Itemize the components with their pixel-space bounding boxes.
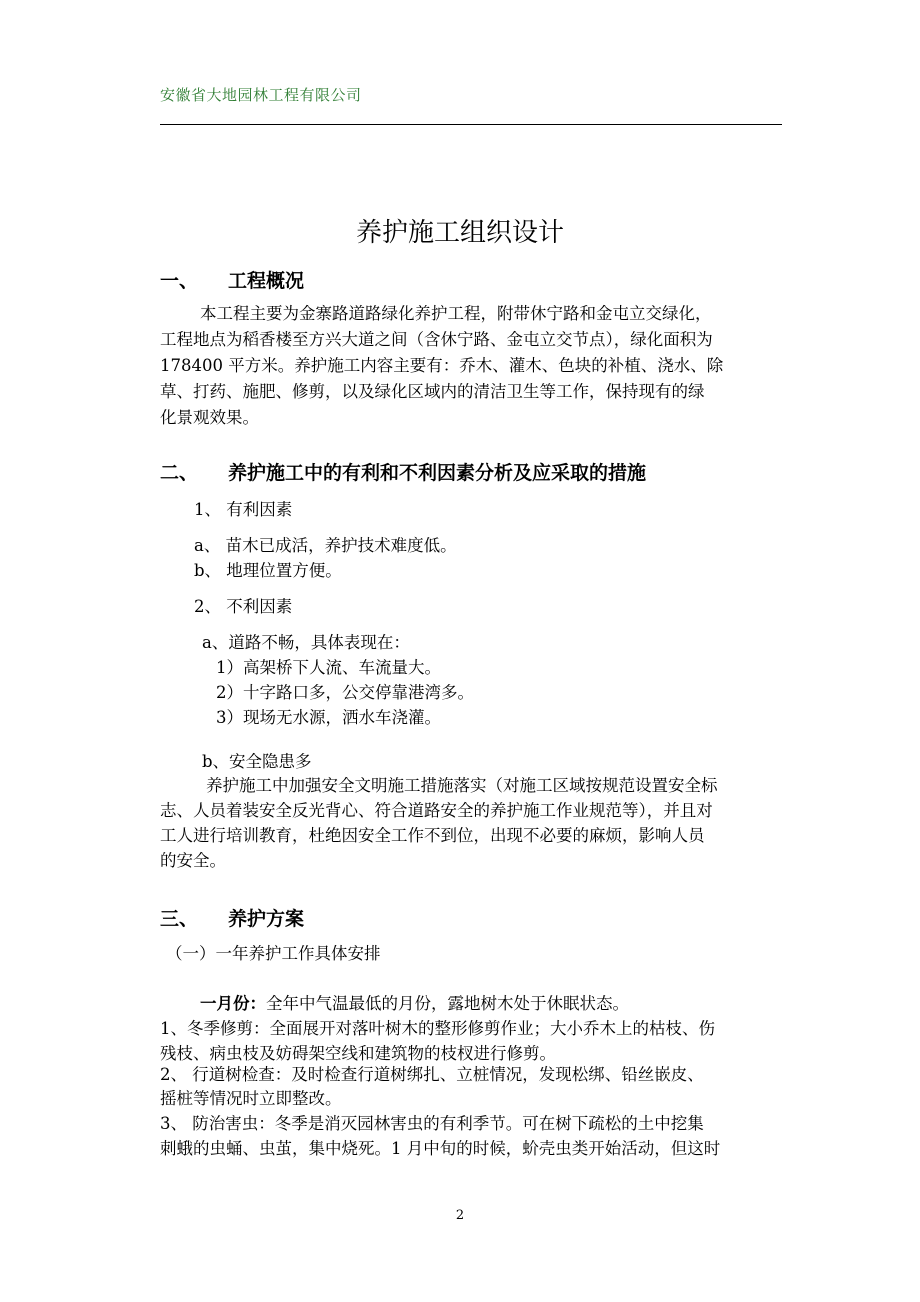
unfavorable-sub-2: 2）十字路口多，公交停靠港湾多。 <box>216 683 474 702</box>
paragraph-line: 的安全。 <box>160 851 226 870</box>
paragraph-line: 2、 行道树检查：及时检查行道树绑扎、立桩情况，发现松绑、铅丝嵌皮、 <box>160 1065 704 1084</box>
section-1-heading <box>160 266 304 293</box>
unfavorable-item-a: a、道路不畅，具体表现在： <box>202 633 410 652</box>
favorable-title: 1、 有利因素 <box>194 500 293 519</box>
header-company: 安徽省大地园林工程有限公司 <box>160 86 362 104</box>
section-title: 养护方案 <box>228 908 305 930</box>
unfavorable-title: 2、 不利因素 <box>194 597 293 616</box>
paragraph-line: 养护施工中加强安全文明施工措施落实（对施工区域按规范设置安全标 <box>206 776 718 795</box>
page-number: 2 <box>455 1208 465 1223</box>
paragraph-line: 1、冬季修剪：全面展开对落叶树木的整形修剪作业；大小乔木上的枯枝、伤 <box>160 1019 715 1038</box>
section-number: 三、 <box>160 908 199 930</box>
document-title: 养护施工组织设计 <box>355 218 564 248</box>
section-number: 一、 <box>160 270 199 292</box>
paragraph-line: 草、打药、施肥、修剪，以及绿化区域内的清洁卫生等工作，保持现有的绿 <box>160 382 705 401</box>
paragraph-line: 本工程主要为金寨路道路绿化养护工程，附带休宁路和金屯立交绿化， <box>200 304 712 323</box>
subsection-title: （一）一年养护工作具体安排 <box>166 944 381 963</box>
paragraph-line: 化景观效果。 <box>160 408 259 427</box>
section-title: 工程概况 <box>228 270 305 292</box>
paragraph-line: 刺蛾的虫蛹、虫茧，集中烧死。1 月中旬的时候，蚧壳虫类开始活动，但这时 <box>160 1139 721 1158</box>
header-rule <box>160 124 782 125</box>
paragraph-line: 3、 防治害虫：冬季是消灭园林害虫的有利季节。可在树下疏松的土中挖集 <box>160 1114 704 1133</box>
unfavorable-item-b: b、安全隐患多 <box>202 752 312 771</box>
unfavorable-sub-1: 1）高架桥下人流、车流量大。 <box>216 658 441 677</box>
january-text: 全年中气温最低的月份，露地树木处于休眠状态。 <box>266 994 629 1013</box>
section-3-heading <box>160 904 304 931</box>
section-2-heading <box>160 458 646 485</box>
january-label: 一月份： <box>200 994 266 1013</box>
unfavorable-sub-3: 3）现场无水源，洒水车浇灌。 <box>216 708 441 727</box>
paragraph-line: 工程地点为稻香楼至方兴大道之间（含休宁路、金屯立交节点），绿化面积为 <box>160 330 713 349</box>
favorable-item-a: a、 苗木已成活，养护技术难度低。 <box>194 536 457 555</box>
section-number: 二、 <box>160 462 199 484</box>
paragraph-line: 志、人员着装安全反光背心、符合道路安全的养护施工作业规范等），并且对 <box>160 801 713 820</box>
paragraph-line: 残枝、病虫枝及妨碍架空线和建筑物的枝杈进行修剪。 <box>160 1044 556 1063</box>
paragraph-line: 工人进行培训教育，杜绝因安全工作不到位，出现不必要的麻烦，影响人员 <box>160 826 705 845</box>
paragraph-line: 178400 平方米。养护施工内容主要有：乔木、灌木、色块的补植、浇水、除 <box>160 356 724 375</box>
january-line <box>200 990 629 1014</box>
favorable-item-b: b、 地理位置方便。 <box>194 561 342 580</box>
paragraph-line: 摇桩等情况时立即整改。 <box>160 1089 342 1108</box>
section-title: 养护施工中的有利和不利因素分析及应采取的措施 <box>228 462 647 484</box>
